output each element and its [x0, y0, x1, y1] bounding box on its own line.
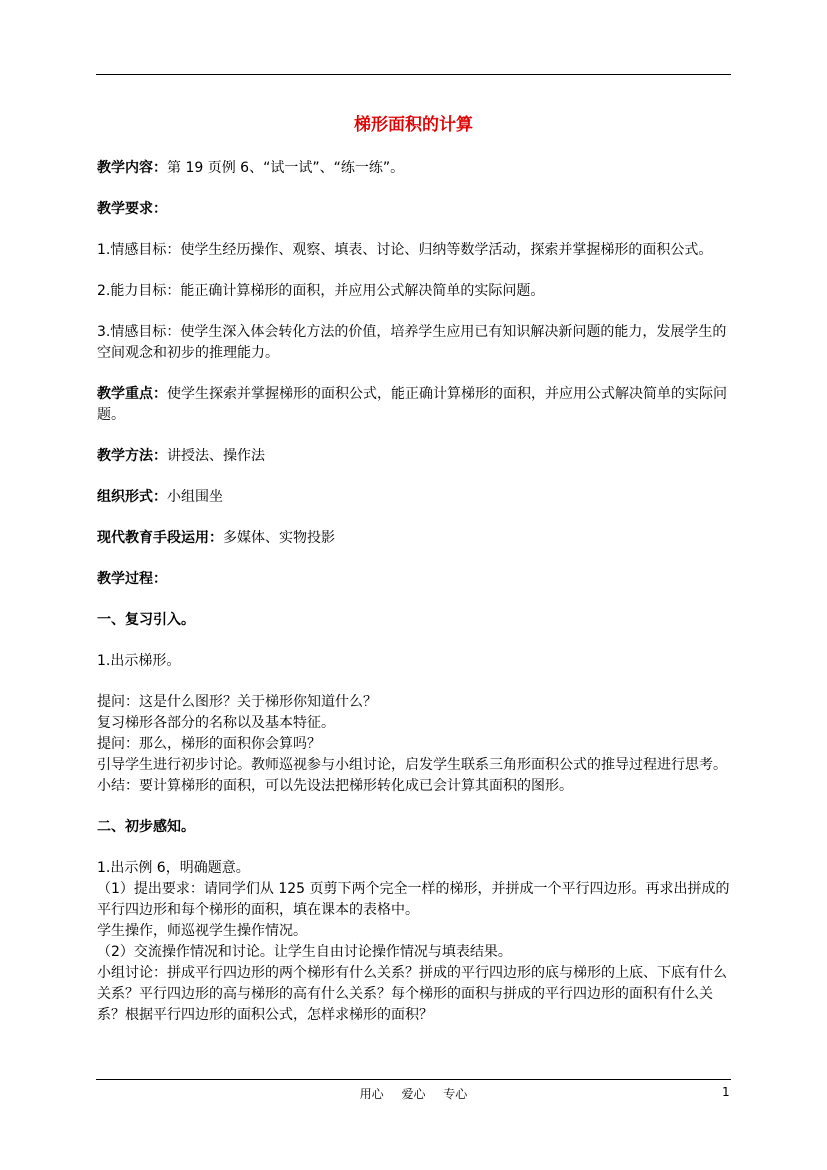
- page-number: 1: [722, 1085, 730, 1099]
- section1-line: 提问：这是什么图形？关于梯形你知道什么？: [97, 694, 377, 710]
- method-line: [97, 446, 733, 467]
- content-label: 教学内容：: [97, 160, 167, 176]
- key-points-text: 使学生探索并掌握梯形的面积公式，能正确计算梯形的面积，并应用公式解决简单的实际问题。: [97, 386, 727, 423]
- page-title: 梯形面积的计算: [354, 115, 473, 135]
- goal-3: 3.情感目标：使学生深入体会转化方法的价值，培养学生应用已有知识解决新问题的能力，发展学生的空间观念和初步的推理能力。: [97, 324, 727, 361]
- section2-line: 1.出示例 6，明确题意。: [97, 860, 250, 876]
- organization-line: [97, 487, 733, 508]
- method-text: 讲授法、操作法: [167, 448, 265, 464]
- section2-line: （2）交流操作情况和讨论。让学生自由讨论操作情况与填表结果。: [97, 944, 512, 960]
- section1-line: 复习梯形各部分的名称以及基本特征。: [97, 715, 335, 731]
- organization-text: 小组围坐: [167, 489, 223, 505]
- section2-heading: 二、初步感知。: [97, 819, 195, 835]
- requirements-heading: 教学要求：: [97, 201, 167, 217]
- method-label: 教学方法：: [97, 448, 167, 464]
- organization-label: 组织形式：: [97, 489, 167, 505]
- footer-rule: [96, 1079, 731, 1080]
- section1-item: 1.出示梯形。: [97, 653, 181, 669]
- section2-block: [97, 858, 733, 1026]
- process-heading: 教学过程：: [97, 571, 167, 587]
- section1-heading: 一、复习引入。: [97, 612, 195, 628]
- header-rule: [96, 74, 731, 75]
- content-text: 第 19 页例 6、“试一试”、“练一练”。: [167, 160, 405, 176]
- section2-line: 学生操作，师巡视学生操作情况。: [97, 923, 307, 939]
- media-text: 多媒体、实物投影: [223, 530, 335, 546]
- section1-line: 小结：要计算梯形的面积，可以先设法把梯形转化成已会计算其面积的图形。: [97, 778, 573, 794]
- section2-line: 小组讨论：拼成平行四边形的两个梯形有什么关系？拼成的平行四边形的底与梯形的上底、下底有什么关系？平行四边形的高与梯形的高有什么关系？每个梯形的面积与拼成的平行四边形的面积有什么关系？根据平行四边形的面积公式，怎样求梯形的面积？: [97, 965, 727, 1023]
- key-points-label: 教学重点：: [97, 386, 167, 402]
- goal-2: 2.能力目标：能正确计算梯形的面积，并应用公式解决简单的实际问题。: [97, 283, 545, 299]
- document-body: [97, 158, 733, 1026]
- section2-line: （1）提出要求：请同学们从 125 页剪下两个完全一样的梯形，并拼成一个平行四边形。再求出拼成的平行四边形和每个梯形的面积，填在课本的表格中。: [97, 881, 730, 918]
- goal-1: 1.情感目标：使学生经历操作、观察、填表、讨论、归纳等数学活动，探索并掌握梯形的面积公式。: [97, 242, 713, 258]
- section1-line: 提问：那么，梯形的面积你会算吗？: [97, 736, 321, 752]
- media-label: 现代教育手段运用：: [97, 530, 223, 546]
- footer-motto: 用心 爱心 专心: [359, 1087, 468, 1101]
- content-line: [97, 158, 733, 179]
- section1-line: 引导学生进行初步讨论。教师巡视参与小组讨论，启发学生联系三角形面积公式的推导过程进行思考。: [97, 757, 727, 773]
- section1-block: [97, 692, 733, 797]
- key-points: [97, 384, 733, 426]
- media-line: [97, 528, 733, 549]
